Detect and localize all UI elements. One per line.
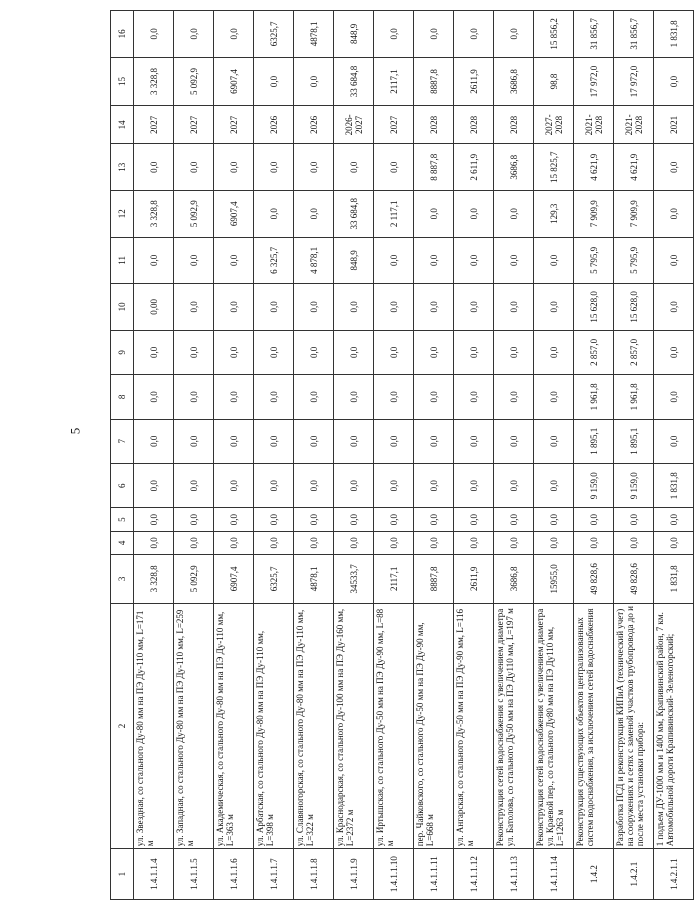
column-header-2: 2 bbox=[111, 603, 134, 849]
value-cell-8: 1 961,8 bbox=[614, 375, 654, 419]
value-cell-10: 0,0 bbox=[494, 284, 534, 331]
row-code-cell: 1.4.1.1.5 bbox=[174, 849, 214, 900]
value-cell-12: 0,0 bbox=[454, 191, 494, 238]
value-cell-13: 0,0 bbox=[294, 144, 334, 191]
value-cell-3: 5 092,9 bbox=[174, 555, 214, 604]
value-cell-7: 0,0 bbox=[254, 419, 294, 463]
row-code-cell: 1.4.2.1.1 bbox=[654, 849, 694, 900]
value-cell-9: 0,0 bbox=[654, 330, 694, 374]
value-cell-15: 2611,9 bbox=[454, 57, 494, 106]
table-row bbox=[214, 11, 254, 900]
value-cell-6: 0,0 bbox=[254, 464, 294, 508]
value-cell-7: 0,0 bbox=[654, 419, 694, 463]
value-cell-12: 0,0 bbox=[254, 191, 294, 238]
value-cell-15: 6907,4 bbox=[214, 57, 254, 106]
value-cell-11: 0,0 bbox=[454, 237, 494, 284]
value-cell-3: 6325,7 bbox=[254, 555, 294, 604]
value-cell-6: 0,0 bbox=[134, 464, 174, 508]
value-cell-12: 129,3 bbox=[534, 191, 574, 238]
row-name-cell: ул. Западная, со стального Ду-80 мм на ПЭ Ду-110 мм, L=259 м bbox=[174, 603, 214, 849]
value-cell-14: 2028 bbox=[454, 106, 494, 144]
value-cell-13: 0,0 bbox=[254, 144, 294, 191]
value-cell-4: 0,0 bbox=[174, 531, 214, 554]
value-cell-14: 2026 bbox=[254, 106, 294, 144]
value-cell-16: 1 831,8 bbox=[654, 11, 694, 58]
value-cell-11: 0,0 bbox=[214, 237, 254, 284]
value-cell-6: 0,0 bbox=[374, 464, 414, 508]
value-cell-7: 0,0 bbox=[534, 419, 574, 463]
value-cell-5: 0,0 bbox=[534, 508, 574, 531]
value-cell-12: 0,0 bbox=[494, 191, 534, 238]
value-cell-8: 0,0 bbox=[494, 375, 534, 419]
value-cell-8: 0,0 bbox=[454, 375, 494, 419]
value-cell-14: 2027-2028 bbox=[534, 106, 574, 144]
column-header-16: 16 bbox=[111, 11, 134, 58]
value-cell-16: 0,0 bbox=[494, 11, 534, 58]
value-cell-10: 0,0 bbox=[254, 284, 294, 331]
row-name-cell: Реконструкция сетей водоснабжения с увеличением диаметра ул. Батолова, со стального Ду50 мм на ПЭ Ду110 мм, L=197 м bbox=[494, 603, 534, 849]
value-cell-16: 0,0 bbox=[174, 11, 214, 58]
value-cell-9: 0,0 bbox=[254, 330, 294, 374]
value-cell-15: 5 092,9 bbox=[174, 57, 214, 106]
column-header-12: 12 bbox=[111, 191, 134, 238]
row-code-cell: 1.4.1.1.12 bbox=[454, 849, 494, 900]
value-cell-13: 3686,8 bbox=[494, 144, 534, 191]
column-header-14: 14 bbox=[111, 106, 134, 144]
value-cell-7: 0,0 bbox=[374, 419, 414, 463]
value-cell-16: 0,0 bbox=[454, 11, 494, 58]
value-cell-10: 0,0 bbox=[454, 284, 494, 331]
column-header-9: 9 bbox=[111, 330, 134, 374]
value-cell-4: 0,0 bbox=[414, 531, 454, 554]
value-cell-10: 0,0 bbox=[654, 284, 694, 331]
value-cell-7: 0,0 bbox=[174, 419, 214, 463]
value-cell-3: 2117,1 bbox=[374, 555, 414, 604]
value-cell-7: 0,0 bbox=[454, 419, 494, 463]
value-cell-5: 0,0 bbox=[134, 508, 174, 531]
row-name-cell: Реконструкция сетей водоснабжения с увеличением диаметра ул. Краевой пер., со стального Ду80 мм на ПЭ Ду110 мм, L=1263 м bbox=[534, 603, 574, 849]
table-row bbox=[334, 11, 374, 900]
value-cell-15: 2117,1 bbox=[374, 57, 414, 106]
value-cell-11: 0,0 bbox=[134, 237, 174, 284]
value-cell-9: 0,0 bbox=[534, 330, 574, 374]
row-code-cell: 1.4.1.1.8 bbox=[294, 849, 334, 900]
row-code-cell: 1.4.1.1.6 bbox=[214, 849, 254, 900]
value-cell-3: 15955,0 bbox=[534, 555, 574, 604]
value-cell-10: 0,0 bbox=[214, 284, 254, 331]
row-name-cell: ул. Звездная, со стального Ду-80 мм на ПЭ Ду-110 мм, L=171 м bbox=[134, 603, 174, 849]
column-header-10: 10 bbox=[111, 284, 134, 331]
value-cell-9: 0,0 bbox=[494, 330, 534, 374]
row-code-cell: 1.4.2 bbox=[574, 849, 614, 900]
value-cell-4: 0,0 bbox=[574, 531, 614, 554]
value-cell-10: 15 628,0 bbox=[614, 284, 654, 331]
value-cell-11: 6 325,7 bbox=[254, 237, 294, 284]
value-cell-11: 4 878,1 bbox=[294, 237, 334, 284]
value-cell-3: 3 328,8 bbox=[134, 555, 174, 604]
value-cell-8: 0,0 bbox=[534, 375, 574, 419]
value-cell-9: 0,0 bbox=[374, 330, 414, 374]
column-header-3: 3 bbox=[111, 555, 134, 604]
value-cell-6: 9 159,0 bbox=[614, 464, 654, 508]
value-cell-3: 2611,9 bbox=[454, 555, 494, 604]
table-row bbox=[494, 11, 534, 900]
value-cell-11: 5 795,9 bbox=[574, 237, 614, 284]
value-cell-5: 0,0 bbox=[574, 508, 614, 531]
value-cell-8: 0,0 bbox=[214, 375, 254, 419]
value-cell-4: 0,0 bbox=[374, 531, 414, 554]
value-cell-6: 0,0 bbox=[454, 464, 494, 508]
value-cell-9: 0,0 bbox=[134, 330, 174, 374]
row-code-cell: 1.4.1.1.7 bbox=[254, 849, 294, 900]
table-row bbox=[294, 11, 334, 900]
table-row bbox=[134, 11, 174, 900]
value-cell-3: 49 828,6 bbox=[614, 555, 654, 604]
value-cell-10: 0,0 bbox=[334, 284, 374, 331]
row-code-cell: 1.4.1.1.11 bbox=[414, 849, 454, 900]
column-header-13: 13 bbox=[111, 144, 134, 191]
value-cell-14: 2027 bbox=[134, 106, 174, 144]
value-cell-9: 2 857,0 bbox=[614, 330, 654, 374]
value-cell-3: 6907,4 bbox=[214, 555, 254, 604]
value-cell-9: 0,0 bbox=[174, 330, 214, 374]
value-cell-9: 2 857,0 bbox=[574, 330, 614, 374]
value-cell-6: 0,0 bbox=[294, 464, 334, 508]
value-cell-5: 0,0 bbox=[614, 508, 654, 531]
value-cell-10: 0,0 bbox=[374, 284, 414, 331]
value-cell-13: 0,0 bbox=[374, 144, 414, 191]
value-cell-4: 0,0 bbox=[334, 531, 374, 554]
value-cell-4: 0,0 bbox=[454, 531, 494, 554]
column-header-8: 8 bbox=[111, 375, 134, 419]
value-cell-6: 1 831,8 bbox=[654, 464, 694, 508]
row-code-cell: 1.4.1.1.4 bbox=[134, 849, 174, 900]
header-row bbox=[111, 11, 134, 900]
value-cell-7: 0,0 bbox=[414, 419, 454, 463]
value-cell-8: 0,0 bbox=[254, 375, 294, 419]
value-cell-11: 0,0 bbox=[174, 237, 214, 284]
value-cell-10: 15 628,0 bbox=[574, 284, 614, 331]
value-cell-6: 0,0 bbox=[534, 464, 574, 508]
value-cell-16: 0,0 bbox=[414, 11, 454, 58]
value-cell-8: 1 961,8 bbox=[574, 375, 614, 419]
value-cell-8: 0,0 bbox=[294, 375, 334, 419]
value-cell-8: 0,0 bbox=[334, 375, 374, 419]
value-cell-14: 2021 bbox=[654, 106, 694, 144]
value-cell-15: 0,0 bbox=[294, 57, 334, 106]
value-cell-12: 0,0 bbox=[414, 191, 454, 238]
value-cell-12: 5 092,9 bbox=[174, 191, 214, 238]
row-name-cell: ул. Арбатская, со стального Ду-80 мм на ПЭ Ду-110 мм, L=398 м bbox=[254, 603, 294, 849]
value-cell-11: 0,0 bbox=[654, 237, 694, 284]
value-cell-14: 2028 bbox=[494, 106, 534, 144]
column-header-15: 15 bbox=[111, 57, 134, 106]
value-cell-5: 0,0 bbox=[654, 508, 694, 531]
value-cell-16: 848,9 bbox=[334, 11, 374, 58]
table-row bbox=[414, 11, 454, 900]
value-cell-12: 6907,4 bbox=[214, 191, 254, 238]
value-cell-13: 0,0 bbox=[654, 144, 694, 191]
value-cell-5: 0,0 bbox=[174, 508, 214, 531]
value-cell-13: 0,0 bbox=[214, 144, 254, 191]
value-cell-8: 0,0 bbox=[134, 375, 174, 419]
row-code-cell: 1.4.1.1.9 bbox=[334, 849, 374, 900]
value-cell-14: 2026-2027 bbox=[334, 106, 374, 144]
value-cell-11: 848,9 bbox=[334, 237, 374, 284]
row-code-cell: 1.4.1.1.13 bbox=[494, 849, 534, 900]
value-cell-13: 15 825,7 bbox=[534, 144, 574, 191]
row-name-cell: ул. Иртышская, со стального Ду-50 мм на ПЭ Ду-90 мм, L=88 м bbox=[374, 603, 414, 849]
row-code-cell: 1.4.1.1.10 bbox=[374, 849, 414, 900]
value-cell-13: 2 611,9 bbox=[454, 144, 494, 191]
value-cell-8: 0,0 bbox=[374, 375, 414, 419]
value-cell-15: 8887,8 bbox=[414, 57, 454, 106]
row-code-cell: 1.4.1.1.14 bbox=[534, 849, 574, 900]
value-cell-3: 8887,8 bbox=[414, 555, 454, 604]
value-cell-3: 3686,8 bbox=[494, 555, 534, 604]
value-cell-13: 0,0 bbox=[134, 144, 174, 191]
value-cell-16: 0,0 bbox=[134, 11, 174, 58]
value-cell-15: 0,0 bbox=[654, 57, 694, 106]
value-cell-13: 0,0 bbox=[174, 144, 214, 191]
value-cell-16: 6325,7 bbox=[254, 11, 294, 58]
value-cell-5: 0,0 bbox=[294, 508, 334, 531]
row-name-cell: ул. Академическая, со стального Ду-80 мм на ПЭ Ду-110 мм, L=363 м bbox=[214, 603, 254, 849]
value-cell-16: 0,0 bbox=[214, 11, 254, 58]
value-cell-12: 2 117,1 bbox=[374, 191, 414, 238]
value-cell-5: 0,0 bbox=[454, 508, 494, 531]
value-cell-4: 0,0 bbox=[494, 531, 534, 554]
value-cell-9: 0,0 bbox=[334, 330, 374, 374]
table-row bbox=[614, 11, 654, 900]
value-cell-15: 17 972,0 bbox=[614, 57, 654, 106]
value-cell-14: 2027 bbox=[174, 106, 214, 144]
value-cell-11: 5 795,9 bbox=[614, 237, 654, 284]
value-cell-13: 4 621,9 bbox=[574, 144, 614, 191]
table-body bbox=[134, 11, 694, 900]
value-cell-14: 2021-2028 bbox=[614, 106, 654, 144]
value-cell-4: 0,0 bbox=[654, 531, 694, 554]
value-cell-14: 2027 bbox=[374, 106, 414, 144]
value-cell-5: 0,0 bbox=[214, 508, 254, 531]
table-row bbox=[454, 11, 494, 900]
value-cell-6: 0,0 bbox=[174, 464, 214, 508]
value-cell-5: 0,0 bbox=[254, 508, 294, 531]
value-cell-7: 1 895,1 bbox=[614, 419, 654, 463]
value-cell-12: 0,0 bbox=[654, 191, 694, 238]
value-cell-6: 9 159,0 bbox=[574, 464, 614, 508]
value-cell-5: 0,0 bbox=[374, 508, 414, 531]
value-cell-12: 0,0 bbox=[294, 191, 334, 238]
value-cell-7: 0,0 bbox=[134, 419, 174, 463]
value-cell-9: 0,0 bbox=[214, 330, 254, 374]
value-cell-8: 0,0 bbox=[414, 375, 454, 419]
value-cell-15: 3686,8 bbox=[494, 57, 534, 106]
row-name-cell: ул. Краснодарская, со стального Ду-100 мм на ПЭ Ду-160 мм, L=2372 м bbox=[334, 603, 374, 849]
value-cell-4: 0,0 bbox=[294, 531, 334, 554]
value-cell-4: 0,0 bbox=[254, 531, 294, 554]
value-cell-13: 8 887,8 bbox=[414, 144, 454, 191]
table-row bbox=[254, 11, 294, 900]
value-cell-14: 2027 bbox=[214, 106, 254, 144]
value-cell-14: 2026 bbox=[294, 106, 334, 144]
value-cell-13: 4 621,9 bbox=[614, 144, 654, 191]
value-cell-12: 7 909,9 bbox=[574, 191, 614, 238]
value-cell-11: 0,0 bbox=[494, 237, 534, 284]
value-cell-15: 3 328,8 bbox=[134, 57, 174, 106]
table-row bbox=[174, 11, 214, 900]
value-cell-15: 98,8 bbox=[534, 57, 574, 106]
column-header-11: 11 bbox=[111, 237, 134, 284]
value-cell-9: 0,0 bbox=[454, 330, 494, 374]
value-cell-12: 3 328,8 bbox=[134, 191, 174, 238]
column-header-5: 5 bbox=[111, 508, 134, 531]
value-cell-10: 0,00 bbox=[134, 284, 174, 331]
value-cell-14: 2021-2028 bbox=[574, 106, 614, 144]
value-cell-3: 4878,1 bbox=[294, 555, 334, 604]
value-cell-12: 7 909,9 bbox=[614, 191, 654, 238]
value-cell-8: 0,0 bbox=[174, 375, 214, 419]
value-cell-11: 0,0 bbox=[374, 237, 414, 284]
value-cell-4: 0,0 bbox=[614, 531, 654, 554]
value-cell-12: 33 684,8 bbox=[334, 191, 374, 238]
value-cell-4: 0,0 bbox=[214, 531, 254, 554]
value-cell-13: 0,0 bbox=[334, 144, 374, 191]
row-name-cell: пер. Чайковского, со стального Ду-50 мм на ПЭ Ду-90 мм, L=668 м bbox=[414, 603, 454, 849]
value-cell-4: 0,0 bbox=[534, 531, 574, 554]
value-cell-11: 0,0 bbox=[534, 237, 574, 284]
column-header-1: 1 bbox=[111, 849, 134, 900]
value-cell-9: 0,0 bbox=[294, 330, 334, 374]
row-name-cell: Реконструкция существующих объектов централизованных систем водоснабжения, за исключением сетей водоснабжения bbox=[574, 603, 614, 849]
value-cell-5: 0,0 bbox=[494, 508, 534, 531]
value-cell-10: 0,0 bbox=[414, 284, 454, 331]
row-code-cell: 1.4.2.1 bbox=[614, 849, 654, 900]
value-cell-14: 2028 bbox=[414, 106, 454, 144]
value-cell-7: 0,0 bbox=[214, 419, 254, 463]
value-cell-5: 0,0 bbox=[414, 508, 454, 531]
value-cell-4: 0,0 bbox=[134, 531, 174, 554]
value-cell-16: 31 856,7 bbox=[614, 11, 654, 58]
value-cell-8: 0,0 bbox=[654, 375, 694, 419]
value-cell-10: 0,0 bbox=[294, 284, 334, 331]
column-header-4: 4 bbox=[111, 531, 134, 554]
value-cell-15: 33 684,8 bbox=[334, 57, 374, 106]
row-name-cell: 1 подъем ДУ-1000 мм и 1400 мм, Крапивинский район, 7 км. Автомобильной дороги Крапивинский- Зеленогорский; bbox=[654, 603, 694, 849]
value-cell-5: 0,0 bbox=[334, 508, 374, 531]
value-cell-7: 0,0 bbox=[494, 419, 534, 463]
value-cell-7: 0,0 bbox=[334, 419, 374, 463]
value-cell-7: 0,0 bbox=[294, 419, 334, 463]
row-name-cell: Разработка ПСД и реконструкция КИПиА (технический учет) на сооружениях и сетях с заменой участков трубопровода до и после места установки прибора: bbox=[614, 603, 654, 849]
table-row bbox=[654, 11, 694, 900]
page-number: 5 bbox=[67, 427, 83, 435]
column-header-7: 7 bbox=[111, 419, 134, 463]
value-cell-6: 0,0 bbox=[334, 464, 374, 508]
value-cell-7: 1 895,1 bbox=[574, 419, 614, 463]
table-row bbox=[574, 11, 614, 900]
row-name-cell: ул. Славяногорская, со стального Ду-80 мм на ПЭ Ду-110 мм, L=322 м bbox=[294, 603, 334, 849]
value-cell-3: 1 831,8 bbox=[654, 555, 694, 604]
value-cell-16: 0,0 bbox=[374, 11, 414, 58]
value-cell-6: 0,0 bbox=[214, 464, 254, 508]
value-cell-11: 0,0 bbox=[414, 237, 454, 284]
value-cell-15: 0,0 bbox=[254, 57, 294, 106]
value-cell-3: 34533,7 bbox=[334, 555, 374, 604]
column-header-6: 6 bbox=[111, 464, 134, 508]
row-name-cell: ул. Ангарская, со стального Ду-50 мм на ПЭ Ду-90 мм, L=116 м bbox=[454, 603, 494, 849]
investment-program-table bbox=[110, 10, 694, 900]
value-cell-16: 31 856,7 bbox=[574, 11, 614, 58]
value-cell-9: 0,0 bbox=[414, 330, 454, 374]
value-cell-10: 0,0 bbox=[174, 284, 214, 331]
value-cell-15: 17 972,0 bbox=[574, 57, 614, 106]
value-cell-6: 0,0 bbox=[494, 464, 534, 508]
value-cell-10: 0,0 bbox=[534, 284, 574, 331]
table-row bbox=[534, 11, 574, 900]
value-cell-16: 4878,1 bbox=[294, 11, 334, 58]
value-cell-6: 0,0 bbox=[414, 464, 454, 508]
rotated-table-container bbox=[110, 10, 679, 900]
table-row bbox=[374, 11, 414, 900]
value-cell-3: 49 828,6 bbox=[574, 555, 614, 604]
value-cell-16: 15 856,2 bbox=[534, 11, 574, 58]
